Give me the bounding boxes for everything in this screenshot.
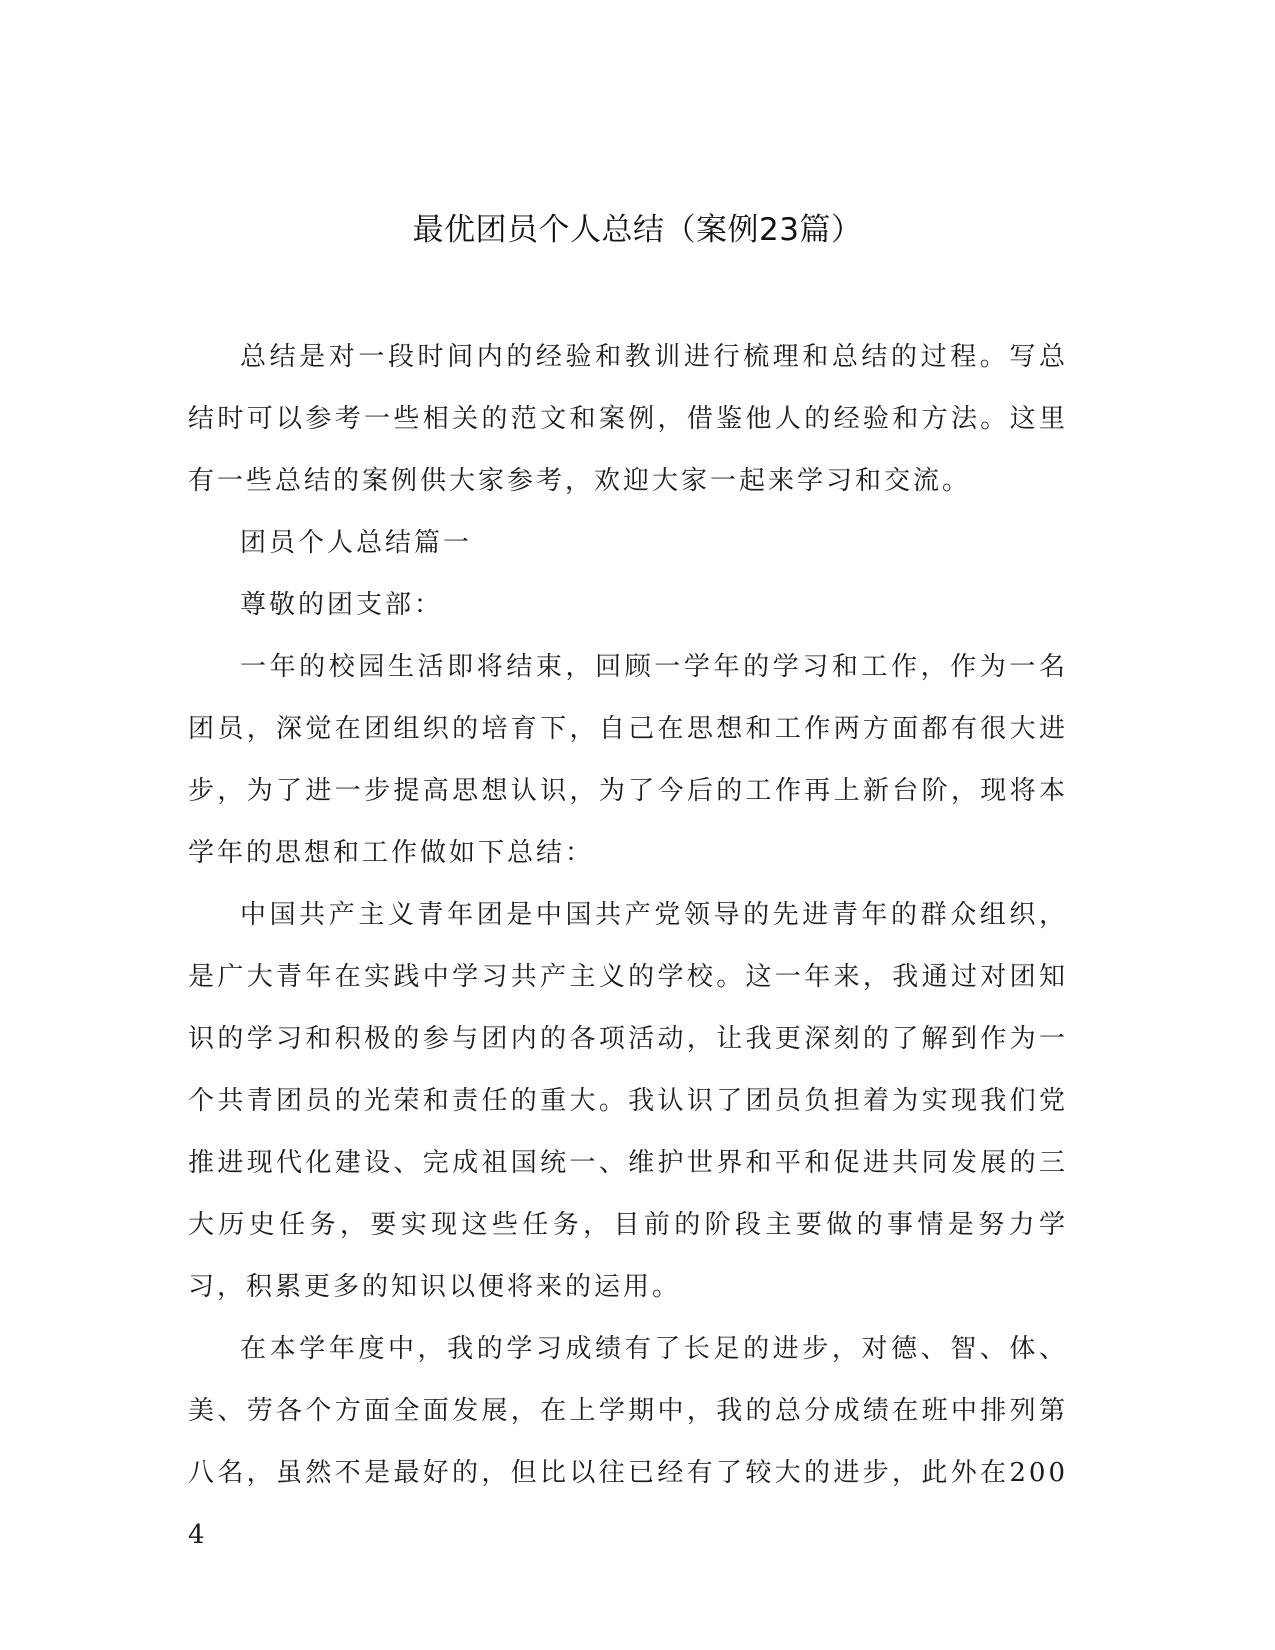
salutation: 尊敬的团支部：: [240, 590, 444, 620]
section-heading: 团员个人总结篇一: [240, 528, 473, 558]
document-body: [188, 326, 1068, 1566]
intro-paragraph: 总结是对一段时间内的经验和教训进行梳理和总结的过程。写总结时可以参考一些相关的范文和案例，借鉴他人的经验和方法。这里有一些总结的案例供大家参考，欢迎大家一起来学习和交流。: [188, 342, 1068, 496]
body-paragraph: 一年的校园生活即将结束，回顾一学年的学习和工作，作为一名团员，深觉在团组织的培育下，自己在思想和工作两方面都有很大进步，为了进一步提高思想认识，为了今后的工作再上新台阶，现将本学年的思想和工作做如下总结：: [188, 652, 1068, 868]
body-paragraph: 在本学年度中，我的学习成绩有了长足的进步，对德、智、体、美、劳各个方面全面发展，在上学期中，我的总分成绩在班中排列第八名，虽然不是最好的，但比以往已经有了较大的进步，此外在2004: [188, 1334, 1068, 1550]
body-paragraph: 中国共产主义青年团是中国共产党领导的先进青年的群众组织，是广大青年在实践中学习共产主义的学校。这一年来，我通过对团知识的学习和积极的参与团内的各项活动，让我更深刻的了解到作为一个共青团员的光荣和责任的重大。我认识了团员负担着为实现我们党推进现代化建设、完成祖国统一、维护世界和平和促进共同发展的三大历史任务，要实现这些任务，目前的阶段主要做的事情是努力学习，积累更多的知识以便将来的运用。: [188, 900, 1068, 1302]
document-title: 最优团员个人总结（案例23篇）: [412, 212, 863, 248]
